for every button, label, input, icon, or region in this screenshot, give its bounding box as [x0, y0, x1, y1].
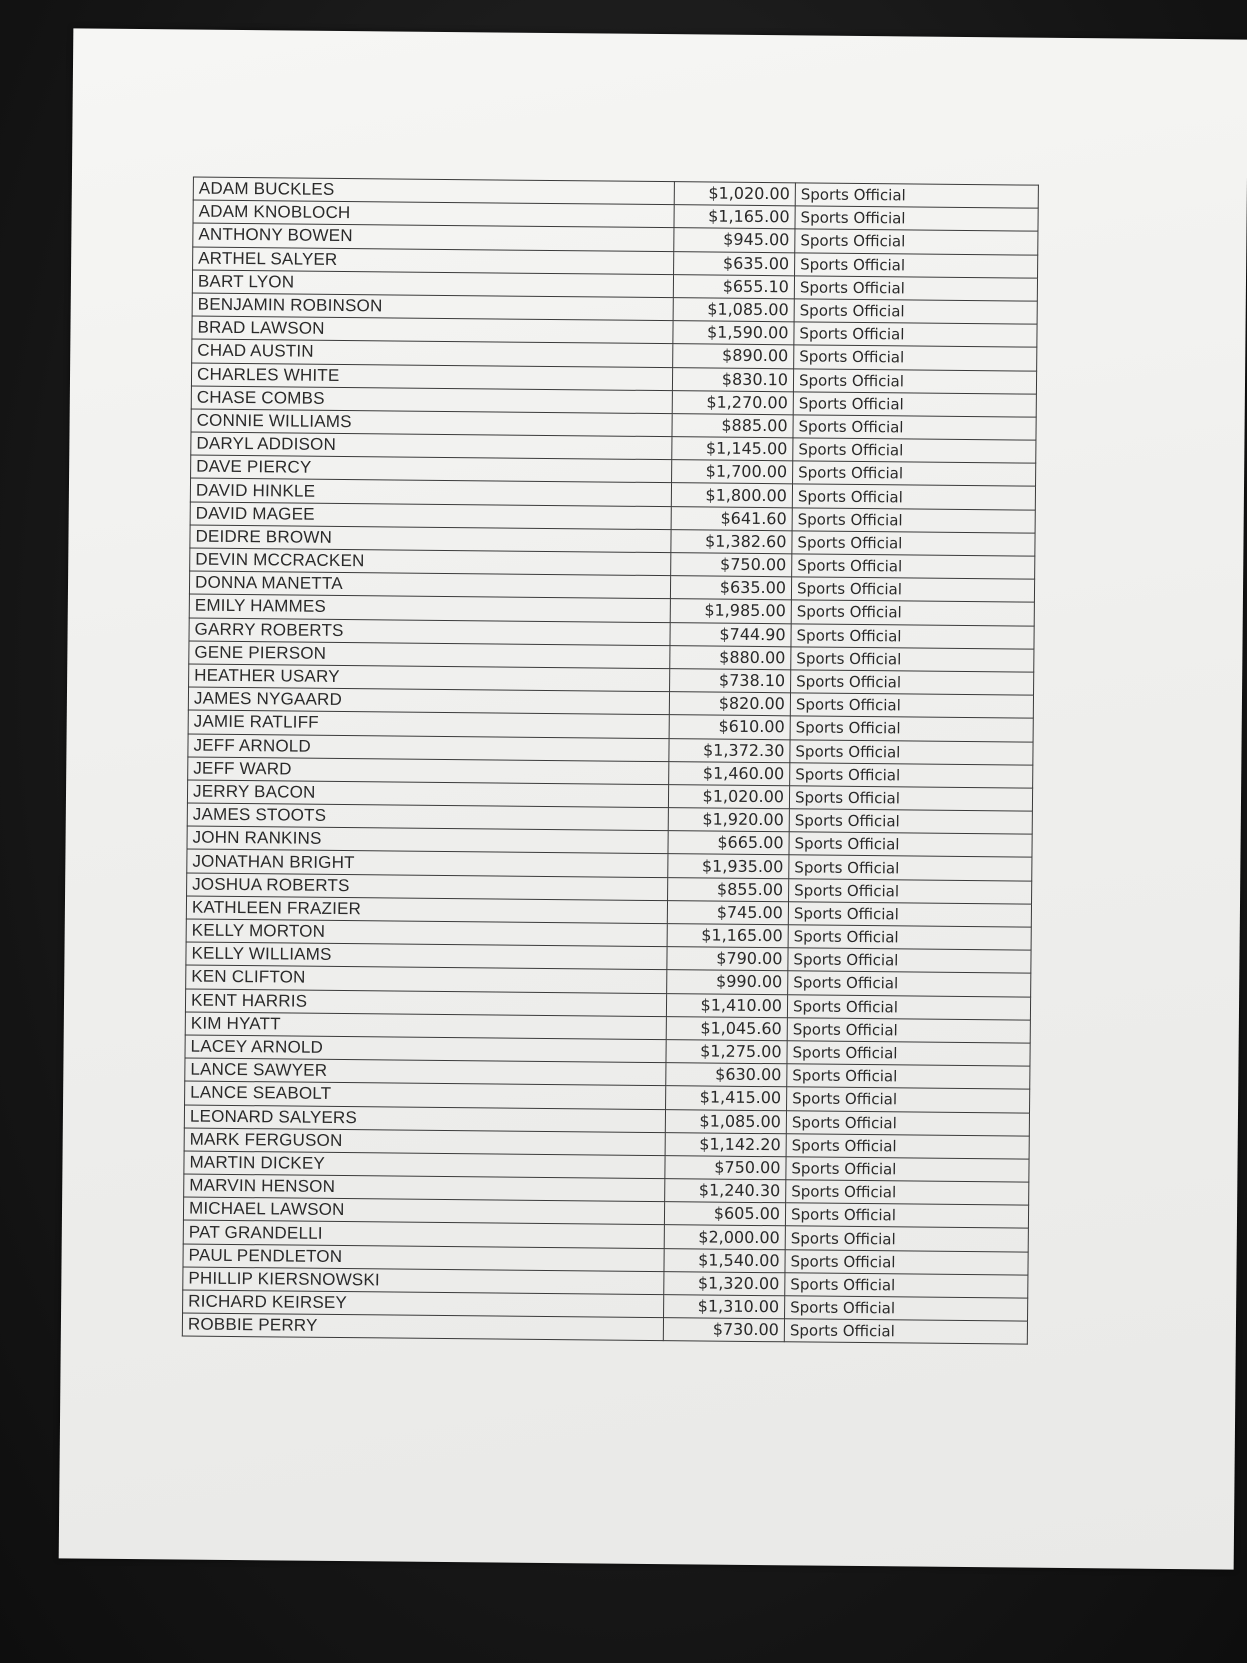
- role-cell: Sports Official: [791, 623, 1034, 649]
- role-cell: Sports Official: [790, 739, 1033, 765]
- name-cell: CONNIE WILLIAMS: [191, 409, 672, 437]
- role-cell: Sports Official: [785, 1249, 1028, 1275]
- amount-cell: $990.00: [667, 970, 788, 994]
- name-cell: CHARLES WHITE: [191, 363, 672, 391]
- role-cell: Sports Official: [788, 971, 1031, 997]
- role-cell: Sports Official: [794, 345, 1037, 371]
- name-cell: JAMES NYGAARD: [188, 687, 669, 715]
- role-cell: Sports Official: [789, 878, 1032, 904]
- role-cell: Sports Official: [793, 438, 1036, 464]
- role-cell: Sports Official: [794, 322, 1037, 348]
- name-cell: KATHLEEN FRAZIER: [186, 896, 667, 924]
- amount-cell: $605.00: [664, 1202, 785, 1226]
- role-cell: Sports Official: [792, 507, 1035, 533]
- role-cell: Sports Official: [791, 600, 1034, 626]
- role-cell: Sports Official: [787, 1087, 1030, 1113]
- name-cell: DAVID MAGEE: [190, 502, 671, 530]
- amount-cell: $635.00: [670, 576, 791, 600]
- amount-cell: $744.90: [670, 622, 791, 646]
- amount-cell: $738.10: [670, 669, 791, 693]
- amount-cell: $1,382.60: [671, 529, 792, 553]
- name-cell: JAMIE RATLIFF: [188, 710, 669, 738]
- amount-cell: $630.00: [666, 1063, 787, 1087]
- name-cell: MARVIN HENSON: [184, 1174, 665, 1202]
- amount-cell: $1,800.00: [671, 483, 792, 507]
- role-cell: Sports Official: [785, 1296, 1028, 1322]
- role-cell: Sports Official: [787, 1018, 1030, 1044]
- amount-cell: $1,145.00: [672, 437, 793, 461]
- role-cell: Sports Official: [788, 902, 1031, 928]
- amount-cell: $655.10: [673, 274, 794, 298]
- role-cell: Sports Official: [795, 252, 1038, 278]
- name-cell: MARTIN DICKEY: [184, 1151, 665, 1179]
- amount-cell: $750.00: [665, 1156, 786, 1180]
- role-cell: Sports Official: [788, 925, 1031, 951]
- amount-cell: $641.60: [671, 506, 792, 530]
- role-cell: Sports Official: [795, 229, 1038, 255]
- role-cell: Sports Official: [795, 206, 1038, 232]
- role-cell: Sports Official: [791, 577, 1034, 603]
- name-cell: LANCE SAWYER: [185, 1058, 666, 1086]
- name-cell: ANTHONY BOWEN: [193, 223, 674, 251]
- name-cell: ROBBIE PERRY: [182, 1313, 663, 1341]
- name-cell: CHAD AUSTIN: [192, 339, 673, 367]
- payment-table: [182, 177, 1039, 1345]
- name-cell: PAUL PENDLETON: [183, 1244, 664, 1272]
- name-cell: DAVE PIERCY: [191, 455, 672, 483]
- amount-cell: $1,165.00: [674, 205, 795, 229]
- name-cell: GARRY ROBERTS: [189, 618, 670, 646]
- paper-sheet: [59, 28, 1247, 1569]
- role-cell: Sports Official: [785, 1273, 1028, 1299]
- payment-table-body: [182, 177, 1038, 1344]
- amount-cell: $820.00: [669, 692, 790, 716]
- name-cell: ARTHEL SALYER: [193, 247, 674, 275]
- name-cell: MICHAEL LAWSON: [183, 1197, 664, 1225]
- name-cell: DONNA MANETTA: [189, 571, 670, 599]
- role-cell: Sports Official: [795, 183, 1038, 209]
- name-cell: PHILLIP KIERSNOWSKI: [183, 1267, 664, 1295]
- role-cell: Sports Official: [789, 832, 1032, 858]
- name-cell: ADAM KNOBLOCH: [193, 200, 674, 228]
- role-cell: Sports Official: [793, 368, 1036, 394]
- name-cell: JERRY BACON: [187, 780, 668, 808]
- role-cell: Sports Official: [786, 1180, 1029, 1206]
- amount-cell: $2,000.00: [664, 1225, 785, 1249]
- amount-cell: $790.00: [667, 947, 788, 971]
- name-cell: GENE PIERSON: [189, 641, 670, 669]
- role-cell: Sports Official: [791, 670, 1034, 696]
- amount-cell: $1,700.00: [672, 460, 793, 484]
- name-cell: CHASE COMBS: [191, 386, 672, 414]
- amount-cell: $1,045.60: [666, 1016, 787, 1040]
- role-cell: Sports Official: [787, 1064, 1030, 1090]
- name-cell: BENJAMIN ROBINSON: [192, 293, 673, 321]
- amount-cell: $1,590.00: [673, 321, 794, 345]
- name-cell: KEN CLIFTON: [186, 965, 667, 993]
- role-cell: Sports Official: [790, 693, 1033, 719]
- amount-cell: $750.00: [671, 553, 792, 577]
- name-cell: BRAD LAWSON: [192, 316, 673, 344]
- name-cell: DEIDRE BROWN: [190, 525, 671, 553]
- name-cell: DARYL ADDISON: [191, 432, 672, 460]
- role-cell: Sports Official: [789, 855, 1032, 881]
- role-cell: Sports Official: [786, 1110, 1029, 1136]
- name-cell: KELLY MORTON: [186, 919, 667, 947]
- role-cell: Sports Official: [784, 1319, 1027, 1345]
- role-cell: Sports Official: [792, 484, 1035, 510]
- amount-cell: $1,410.00: [666, 993, 787, 1017]
- amount-cell: $1,142.20: [665, 1132, 786, 1156]
- amount-cell: $1,415.00: [666, 1086, 787, 1110]
- name-cell: JEFF WARD: [188, 757, 669, 785]
- role-cell: Sports Official: [793, 415, 1036, 441]
- amount-cell: $1,540.00: [664, 1248, 785, 1272]
- role-cell: Sports Official: [789, 809, 1032, 835]
- amount-cell: $1,935.00: [668, 854, 789, 878]
- role-cell: Sports Official: [791, 647, 1034, 673]
- amount-cell: $1,920.00: [668, 808, 789, 832]
- name-cell: JONATHAN BRIGHT: [187, 849, 668, 877]
- name-cell: DEVIN MCCRACKEN: [190, 548, 671, 576]
- role-cell: Sports Official: [785, 1226, 1028, 1252]
- name-cell: KIM HYATT: [185, 1012, 666, 1040]
- amount-cell: $665.00: [668, 831, 789, 855]
- role-cell: Sports Official: [792, 531, 1035, 557]
- amount-cell: $945.00: [674, 228, 795, 252]
- amount-cell: $1,275.00: [666, 1040, 787, 1064]
- role-cell: Sports Official: [794, 299, 1037, 325]
- name-cell: KELLY WILLIAMS: [186, 942, 667, 970]
- name-cell: HEATHER USARY: [189, 664, 670, 692]
- amount-cell: $880.00: [670, 645, 791, 669]
- name-cell: MARK FERGUSON: [184, 1128, 665, 1156]
- amount-cell: $1,270.00: [672, 390, 793, 414]
- role-cell: Sports Official: [793, 461, 1036, 487]
- amount-cell: $1,020.00: [668, 785, 789, 809]
- amount-cell: $830.10: [672, 367, 793, 391]
- amount-cell: $890.00: [673, 344, 794, 368]
- role-cell: Sports Official: [787, 1041, 1030, 1067]
- role-cell: Sports Official: [789, 786, 1032, 812]
- amount-cell: $1,310.00: [664, 1295, 785, 1319]
- name-cell: LACEY ARNOLD: [185, 1035, 666, 1063]
- name-cell: BART LYON: [192, 270, 673, 298]
- amount-cell: $1,085.00: [673, 298, 794, 322]
- name-cell: RICHARD KEIRSEY: [183, 1290, 664, 1318]
- name-cell: PAT GRANDELLI: [183, 1220, 664, 1248]
- role-cell: Sports Official: [792, 554, 1035, 580]
- amount-cell: $885.00: [672, 414, 793, 438]
- amount-cell: $1,460.00: [669, 761, 790, 785]
- amount-cell: $635.00: [674, 251, 795, 275]
- amount-cell: $610.00: [669, 715, 790, 739]
- name-cell: JOHN RANKINS: [187, 826, 668, 854]
- amount-cell: $1,985.00: [670, 599, 791, 623]
- role-cell: Sports Official: [793, 392, 1036, 418]
- role-cell: Sports Official: [787, 994, 1030, 1020]
- amount-cell: $855.00: [668, 877, 789, 901]
- amount-cell: $1,020.00: [674, 182, 795, 206]
- name-cell: JOSHUA ROBERTS: [187, 873, 668, 901]
- name-cell: EMILY HAMMES: [189, 594, 670, 622]
- role-cell: Sports Official: [786, 1157, 1029, 1183]
- name-cell: JEFF ARNOLD: [188, 734, 669, 762]
- role-cell: Sports Official: [794, 276, 1037, 302]
- role-cell: Sports Official: [788, 948, 1031, 974]
- name-cell: LEONARD SALYERS: [184, 1105, 665, 1133]
- amount-cell: $1,372.30: [669, 738, 790, 762]
- role-cell: Sports Official: [790, 716, 1033, 742]
- name-cell: JAMES STOOTS: [187, 803, 668, 831]
- amount-cell: $1,320.00: [664, 1271, 785, 1295]
- amount-cell: $730.00: [663, 1318, 784, 1342]
- amount-cell: $1,165.00: [667, 924, 788, 948]
- role-cell: Sports Official: [790, 762, 1033, 788]
- role-cell: Sports Official: [786, 1133, 1029, 1159]
- name-cell: DAVID HINKLE: [190, 478, 671, 506]
- role-cell: Sports Official: [785, 1203, 1028, 1229]
- amount-cell: $1,240.30: [665, 1179, 786, 1203]
- name-cell: ADAM BUCKLES: [193, 177, 674, 205]
- amount-cell: $745.00: [667, 900, 788, 924]
- name-cell: LANCE SEABOLT: [185, 1081, 666, 1109]
- amount-cell: $1,085.00: [665, 1109, 786, 1133]
- name-cell: KENT HARRIS: [185, 989, 666, 1017]
